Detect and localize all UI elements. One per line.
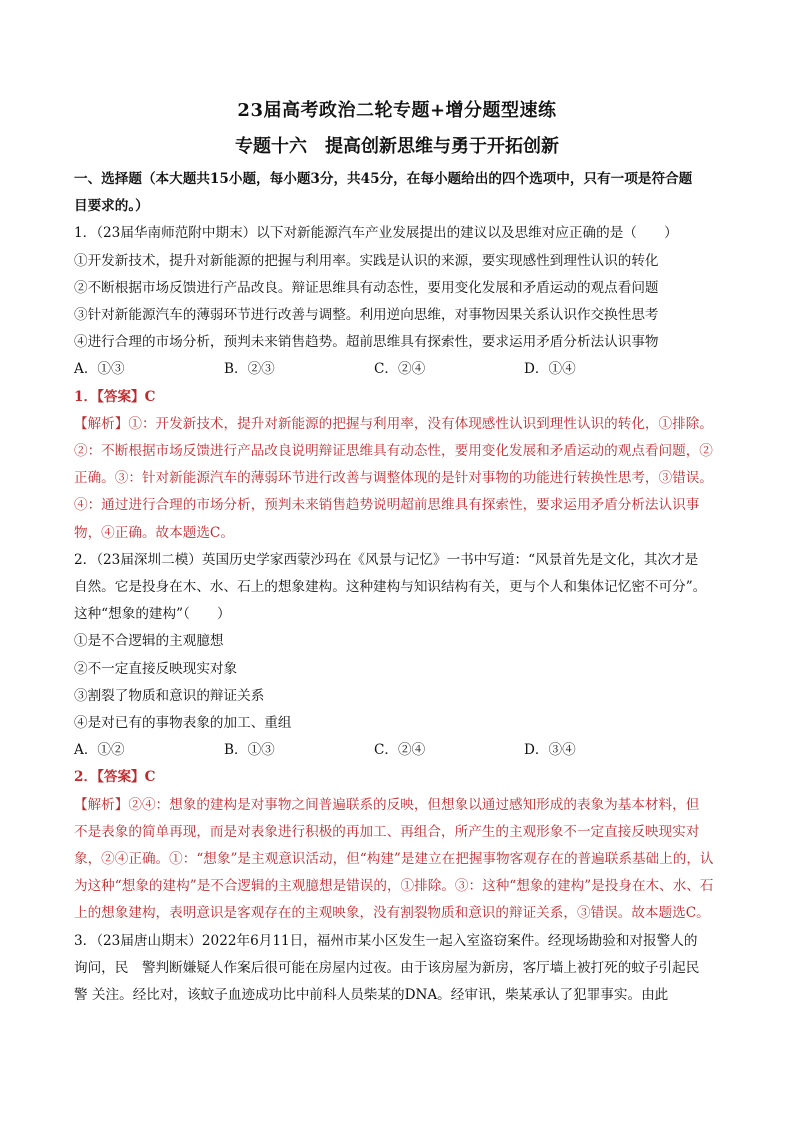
question-2-analysis: 为这种“想象的建构”是不合逻辑的主观臆想是错误的，①排除。③：这种“想象的建构”是投身在木、水、石: [74, 878, 714, 895]
question-1-analysis: 物，④正确。故本题选C。: [74, 524, 234, 541]
question-2-analysis: 上的想象建构，表明意识是客观存在的主观映象，没有割裂物质和意识的辩证关系，③错误。故本题选C。: [74, 905, 710, 922]
question-1-analysis: ②：不断根据市场反馈进行产品改良说明辩证思维具有动态性，要用变化发展和矛盾运动的观点看问题，②: [74, 443, 713, 460]
option-b: B．②③: [224, 361, 275, 378]
document-body: [74, 166, 722, 1009]
option-b: B．①③: [224, 742, 275, 759]
question-2-item: ③割裂了物质和意识的辩证关系: [74, 687, 265, 704]
question-1-stem: 1．（23届华南师范附中期末）以下对新能源汽车产业发展提出的建议以及思维对应正确的是（ ）: [74, 225, 678, 242]
question-1-item: ④进行合理的市场分析，预判未来销售趋势。超前思维具有探索性，要求运用矛盾分析法认识事物: [74, 334, 659, 351]
option-c: C．②④: [374, 361, 426, 378]
question-3-stem: 警 关注。经比对，该蚊子血迹成功比中前科人员柴某的DNA。经审讯，柴某承认了犯罪事实。由此: [74, 987, 669, 1004]
document-subtitle: 专题十六 提高创新思维与勇于开拓创新: [235, 136, 559, 157]
question-3-stem: 3．（23届唐山期末）2022年6月11日，福州市某小区发生一起入室盗窃案件。经现场勘验和对报警人的: [74, 932, 698, 949]
question-2-stem: 这种“想象的建构”（ ）: [74, 606, 231, 623]
question-2-item: ①是不合逻辑的主观臆想: [74, 633, 224, 650]
question-2-answer: 2．【答案】C: [74, 769, 156, 786]
question-2-analysis: 【解析】②④：想象的建构是对事物之间普遍联系的反映，但想象以通过感知形成的表象为基本材料，但: [74, 796, 700, 813]
question-1-item: ②不断根据市场反馈进行产品改良。辩证思维具有动态性，要用变化发展和矛盾运动的观点看问题: [74, 279, 659, 296]
question-2-item: ④是对已有的事物表象的加工、重组: [74, 715, 292, 732]
question-1-options: [74, 356, 722, 383]
document-title: 23届高考政治二轮专题+增分题型速练: [237, 100, 557, 121]
question-2-analysis: 象，②④正确。①：“想象”是主观意识活动，但“构建”是建立在把握事物客观存在的普遍联系基础上的，认: [74, 851, 714, 868]
section-heading: 一、选择题（本大题共15小题，每小题3分，共45分，在每小题给出的四个选项中，只有一项是符合题: [74, 171, 693, 187]
option-a: A．①②: [74, 742, 125, 759]
question-1-analysis: 【解析】①：开发新技术，提升对新能源的把握与利用率，没有体现感性认识到理性认识的转化，①排除。: [74, 415, 713, 432]
option-c: C．②④: [374, 742, 426, 759]
option-a: A．①③: [74, 361, 125, 378]
question-1-analysis: 正确。③：针对新能源汽车的薄弱环节进行改善与调整体现的是针对事物的功能进行转换性思考，③错误。: [74, 470, 713, 487]
question-1-analysis: ④：通过进行合理的市场分析，预判未来销售趋势说明超前思维具有探索性，要求运用矛盾分析法认识事: [74, 497, 700, 514]
question-1-item: ①开发新技术，提升对新能源的把握与利用率。实践是认识的来源，要实现感性到理性认识的转化: [74, 252, 659, 269]
option-d: D．③④: [524, 742, 576, 759]
question-1-answer: 1．【答案】C: [74, 388, 156, 405]
question-2-stem: 2．（23届深圳二模）英国历史学家西蒙沙玛在《风景与记忆》一书中写道：“风景首先是文化，其次才是: [74, 551, 699, 568]
section-heading-cont: 目要求的。）: [74, 198, 149, 215]
option-d: D．①④: [524, 361, 576, 378]
question-2-analysis: 不是表象的简单再现，而是对表象进行积极的再加工、再组合，所产生的主观形象不一定直接反映现实对: [74, 823, 700, 840]
question-3-stem: 询问，民 警判断嫌疑人作案后很可能在房屋内过夜。由于该房屋为新房，客厅墙上被打死的蚊子引起民: [74, 959, 700, 976]
question-2-item: ②不一定直接反映现实对象: [74, 660, 238, 677]
question-2-stem: 自然。它是投身在木、水、石上的想象建构。这种建构与知识结构有关，更与个人和集体记忆密不可分”。: [74, 579, 707, 596]
question-1-item: ③针对新能源汽车的薄弱环节进行改善与调整。利用逆向思维，对事物因果关系认识作交换性思考: [74, 307, 659, 324]
question-2-options: [74, 737, 722, 764]
